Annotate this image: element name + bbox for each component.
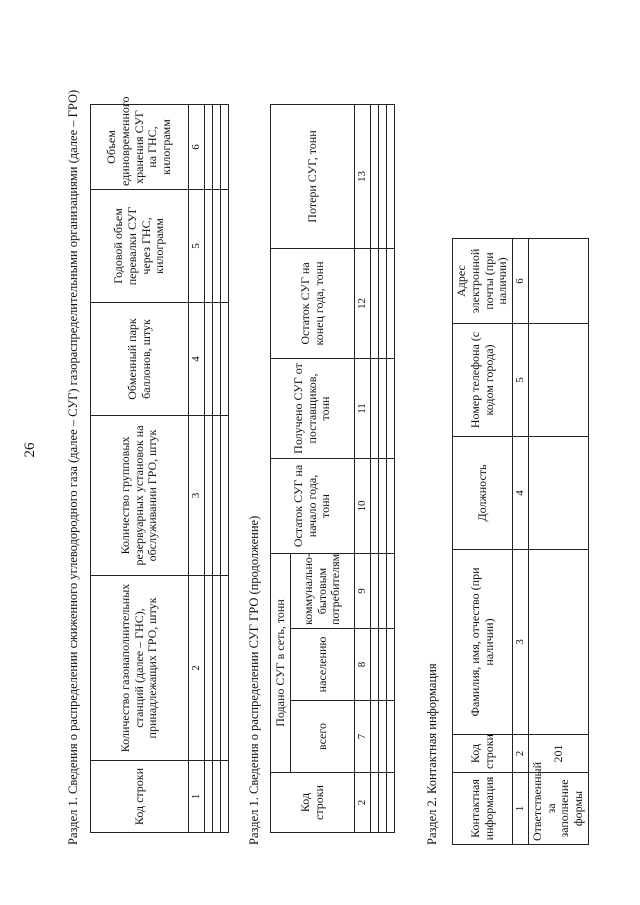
col-number: 6 <box>513 239 529 324</box>
col-number: 4 <box>189 303 205 416</box>
header-tank-count: Количество групповых резервуарных установок на обслуживании ГРО, штук <box>91 416 189 576</box>
col-number: 2 <box>513 735 529 773</box>
section1b-table <box>270 104 395 833</box>
header-storage-volume: Объем единовременного хранения СУГ на ГНС, килограмм <box>91 105 189 190</box>
col-number: 1 <box>513 773 529 845</box>
col-number: 2 <box>189 576 205 761</box>
section1b-title: Раздел 1. Сведения о распределении СУГ ГРО (продолжение) <box>247 515 261 845</box>
col-number: 7 <box>355 701 371 773</box>
header-contact-info: Контактная информация <box>453 773 513 845</box>
header-email: Адрес электронной почты (при наличии) <box>453 239 513 324</box>
header-received: Получено СУГ от поставщиков, тонн <box>271 359 355 459</box>
col-number: 10 <box>355 459 371 554</box>
col-number: 6 <box>189 105 205 190</box>
header-full-name: Фамилия, имя, отчество (при наличии) <box>453 550 513 735</box>
page-number: 26 <box>22 442 38 458</box>
section1-table <box>90 96 229 833</box>
header-population: населению <box>291 629 355 701</box>
header-communal: коммунально-бытовым потребителям <box>291 554 355 629</box>
header-gns-count: Количество газонаполнительных станций (далее – ГНС), принадлежащих ГРО, штук <box>91 576 189 761</box>
header-phone: Номер телефона (с кодом города) <box>453 324 513 437</box>
header-cylinder-park: Обменный парк баллонов, штук <box>91 303 189 416</box>
section2-number-row <box>513 239 529 845</box>
header-position: Должность <box>453 437 513 550</box>
section2-table <box>452 238 589 845</box>
section1-number-row <box>189 105 205 833</box>
section1-header-row <box>91 105 189 833</box>
col-number: 1 <box>189 761 205 833</box>
col-number: 3 <box>513 550 529 735</box>
col-number: 5 <box>189 190 205 303</box>
header-supplied-group: Подано СУГ в сеть, тонн <box>271 554 291 773</box>
header-code: Код строки <box>91 761 189 833</box>
col-number: 4 <box>513 437 529 550</box>
col-number: 3 <box>189 416 205 576</box>
col-number: 2 <box>355 773 371 833</box>
header-start-balance: Остаток СУГ на начало года, тонн <box>271 459 355 554</box>
section2-responsible-row <box>528 239 588 845</box>
col-number: 11 <box>355 359 371 459</box>
section1-title: Раздел 1. Сведения о распределении сжиженного углеводородного газа (далее – СУГ) газораспределительными организациями (далее – ГРО) <box>66 89 80 845</box>
section1-empty-row <box>220 105 228 833</box>
phone-cell <box>528 324 588 437</box>
col-number: 5 <box>513 324 529 437</box>
header-total: всего <box>291 701 355 773</box>
col-number: 8 <box>355 629 371 701</box>
header-code: Код строки <box>271 773 355 833</box>
email-cell <box>528 239 588 324</box>
section1b-empty-row <box>370 105 378 833</box>
section1b-empty-row <box>378 105 386 833</box>
section2-header-row <box>453 239 513 845</box>
responsible-code: 201 <box>528 735 588 773</box>
section2-title: Раздел 2. Контактная информация <box>425 663 439 845</box>
col-number: 12 <box>355 249 371 359</box>
header-annual-volume: Годовой объем перевалки СУГ через ГНС, килограмм <box>91 190 189 303</box>
header-code: Код строки <box>453 735 513 773</box>
position-cell <box>528 437 588 550</box>
col-number: 9 <box>355 554 371 629</box>
header-losses: Потери СУГ, тонн <box>271 105 355 249</box>
section1b-empty-row <box>386 105 394 833</box>
header-end-balance: Остаток СУГ на конец года, тонн <box>271 249 355 359</box>
responsible-label: Ответственный за заполнение формы <box>528 773 588 845</box>
section1-empty-row <box>212 105 220 833</box>
section1-empty-row <box>204 105 212 833</box>
col-number: 13 <box>355 105 371 249</box>
section1b-number-row <box>355 105 371 833</box>
section1b-header-row <box>271 105 291 833</box>
name-cell <box>528 550 588 735</box>
